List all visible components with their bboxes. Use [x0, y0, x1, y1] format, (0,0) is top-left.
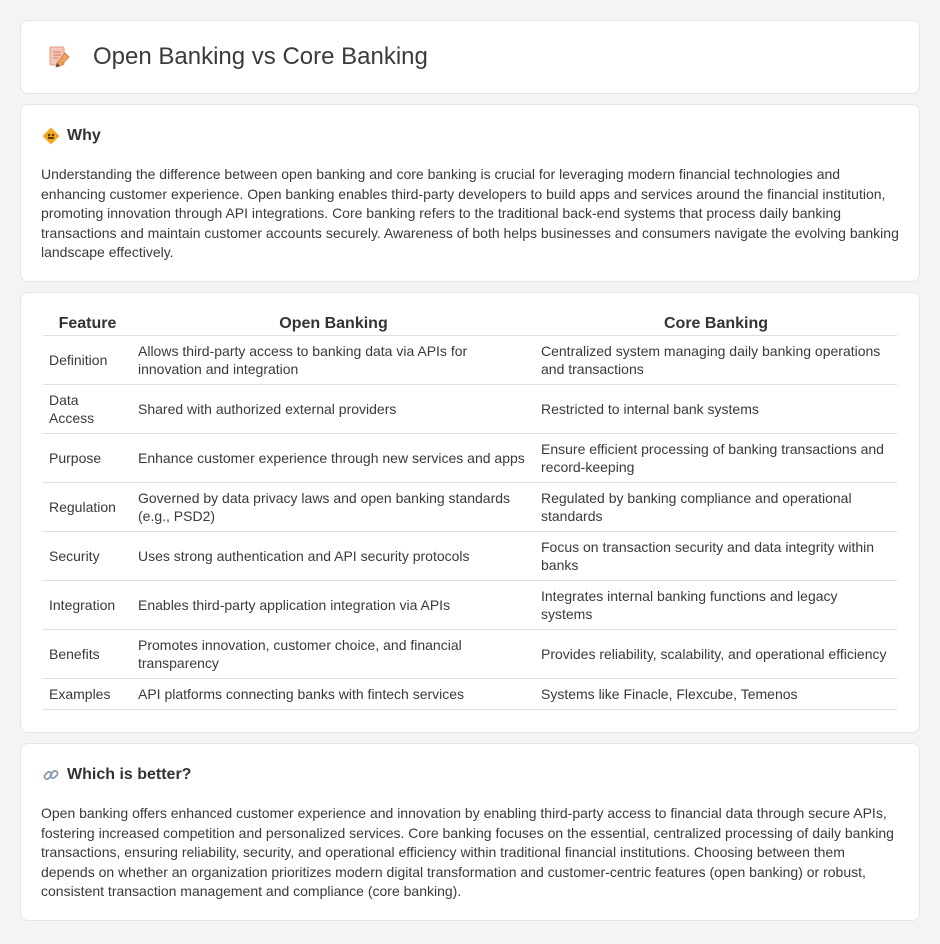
feature-cell: Definition [43, 336, 132, 385]
comparison-table [43, 313, 897, 710]
why-text: Understanding the difference between open banking and core banking is crucial for leveraging modern financial technologies and enhancing customer experience. Open banking enables third-party developers to build apps and services around the financial institution, promoting innovation through API integrations. Core banking refers to the traditional back-end systems that process daily banking transactions and maintain customer accounts securely. Awareness of both helps businesses and consumers navigate the evolving banking landscape effectively. [41, 166, 899, 261]
feature-cell: Data Access [43, 385, 132, 434]
header-feature: Feature [43, 313, 132, 336]
core-banking-cell: Regulated by banking compliance and operational standards [535, 483, 897, 532]
document-pencil-icon [45, 43, 73, 71]
header-open-banking: Open Banking [132, 313, 535, 336]
feature-cell: Purpose [43, 434, 132, 483]
header-core-banking: Core Banking [535, 313, 897, 336]
open-banking-cell: Uses strong authentication and API security protocols [132, 532, 535, 581]
feature-cell: Regulation [43, 483, 132, 532]
why-title: Why [67, 127, 101, 144]
open-banking-cell: Promotes innovation, customer choice, and financial transparency [132, 630, 535, 679]
table-row [43, 434, 897, 483]
table-row [43, 581, 897, 630]
core-banking-cell: Focus on transaction security and data integrity within banks [535, 532, 897, 581]
table-row [43, 630, 897, 679]
table-row [43, 385, 897, 434]
open-banking-cell: API platforms connecting banks with fintech services [132, 679, 535, 710]
why-heading [41, 125, 899, 147]
feature-cell: Examples [43, 679, 132, 710]
open-banking-cell: Allows third-party access to banking data via APIs for innovation and integration [132, 336, 535, 385]
core-banking-cell: Provides reliability, scalability, and operational efficiency [535, 630, 897, 679]
open-banking-cell: Enhance customer experience through new services and apps [132, 434, 535, 483]
page-title: Open Banking vs Core Banking [93, 43, 428, 70]
open-banking-cell: Governed by data privacy laws and open banking standards (e.g., PSD2) [132, 483, 535, 532]
open-banking-cell: Shared with authorized external providers [132, 385, 535, 434]
table-row [43, 679, 897, 710]
link-icon [41, 765, 61, 785]
table-header-row [43, 313, 897, 336]
core-banking-cell: Systems like Finacle, Flexcube, Temenos [535, 679, 897, 710]
open-banking-cell: Enables third-party application integration via APIs [132, 581, 535, 630]
which-is-better-section [20, 743, 920, 921]
table-row [43, 483, 897, 532]
core-banking-cell: Centralized system managing daily banking operations and transactions [535, 336, 897, 385]
core-banking-cell: Restricted to internal bank systems [535, 385, 897, 434]
header-card [20, 20, 920, 94]
better-title: Which is better? [67, 766, 192, 783]
core-banking-cell: Ensure efficient processing of banking transactions and record-keeping [535, 434, 897, 483]
core-banking-cell: Integrates internal banking functions and legacy systems [535, 581, 897, 630]
comparison-table-card [20, 292, 920, 733]
feature-cell: Integration [43, 581, 132, 630]
feature-cell: Security [43, 532, 132, 581]
table-row [43, 336, 897, 385]
feature-cell: Benefits [43, 630, 132, 679]
better-text: Open banking offers enhanced customer experience and innovation by enabling third-party access to financial data through secure APIs, fostering increased competition and personalized services. Core banking focuses on the essential, centralized processing of daily banking transactions, ensuring reliability, security, and operational efficiency within traditional financial institutions. Choosing between them depends on whether an organization prioritizes modern digital transformation and customer-centric features (open banking) or robust, consistent transaction management and compliance (core banking). [41, 805, 894, 900]
diamond-sign-icon [41, 126, 61, 146]
better-heading [41, 764, 899, 786]
why-section [20, 104, 920, 282]
table-row [43, 532, 897, 581]
